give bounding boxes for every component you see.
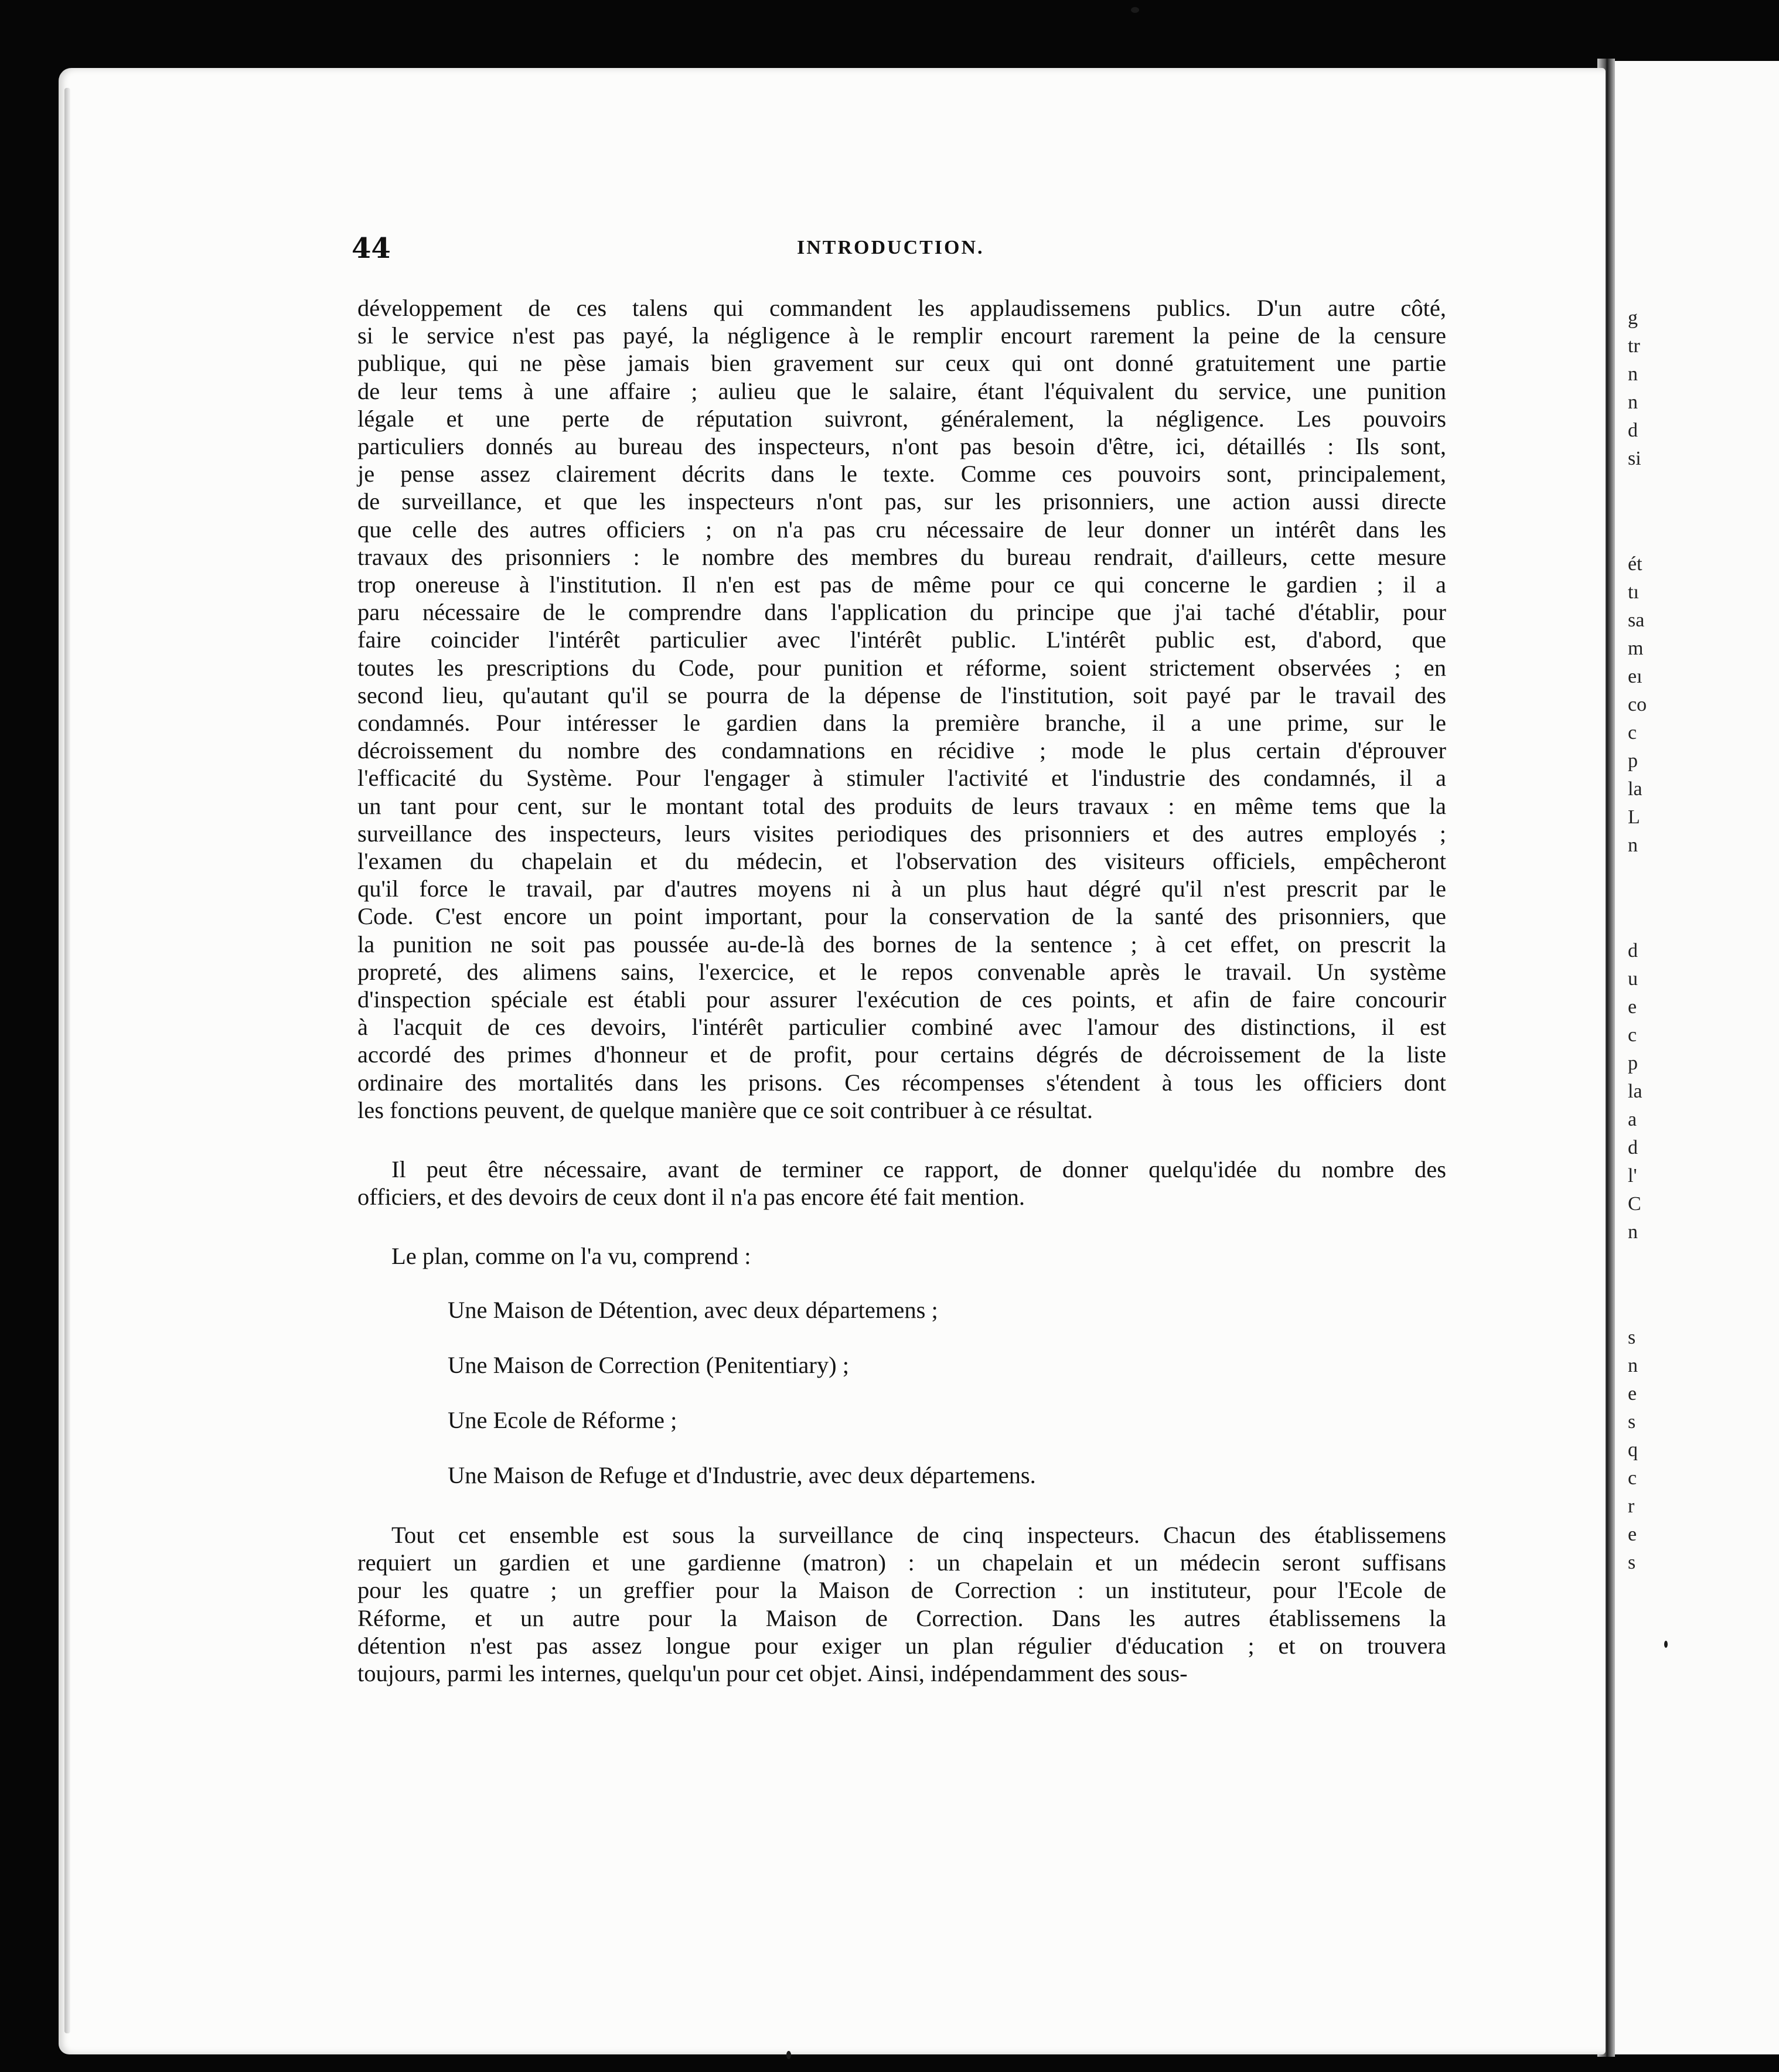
facing-page-fragment: n [1628,391,1638,413]
page-header [352,232,1441,267]
text-line: requiert un gardien et une gardienne (matron) : un chapelain et un médecin seront suffisans [357,1549,1446,1576]
text-line: second lieu, qu'autant qu'il se pourra de la dépense de l'institution, soit payé par le travail des [357,681,1446,708]
facing-page-fragment: g [1628,307,1638,329]
text-line: toutes les prescriptions du Code, pour punition et réforme, soient strictement observées ; en [357,654,1446,681]
text-line: les fonctions peuvent, de quelque manière que ce soit contribuer à ce résultat. [357,1096,1093,1123]
text-line: de surveillance, et que les inspecteurs n'ont pas, sur les prisonniers, une action aussi directe [357,488,1446,515]
facing-page-fragment: n [1628,363,1638,385]
text-line: surveillance des inspecteurs, leurs visites periodiques des prisonniers et des autres employés ; [357,820,1446,847]
facing-page-fragment: L [1628,806,1640,828]
facing-page-fragment: q [1628,1439,1638,1461]
text-line: d'inspection spéciale est établi pour assurer l'exécution de ces points, et afin de faire concourir [357,986,1446,1013]
facing-page-fragment: s [1628,1552,1636,1573]
plan-intro: Le plan, comme on l'a vu, comprend : [391,1243,751,1269]
facing-page-fragment: eı [1628,666,1642,687]
text-line: accordé des primes d'honneur et de profit, pour certains dégrés de décroissement de la liste [357,1041,1446,1068]
facing-page-fragment: u [1628,968,1638,990]
facing-page-fragment: d [1628,420,1638,441]
scan-speck [786,2051,791,2059]
facing-page-edge [1613,61,1779,2054]
facing-page-fragment: c [1628,722,1637,744]
text-line: développement de ces talens qui commandent les applaudissemens publics. D'un autre côté, [357,295,1446,321]
facing-page-fragment: c [1628,1024,1637,1046]
facing-page-fragment: d [1628,1137,1638,1158]
text-line: Code. C'est encore un point important, pour la conservation de la santé des prisonniers, que [357,903,1446,930]
plan-item: Une Maison de Refuge et d'Industrie, avec deux départemens. [448,1462,1036,1488]
paragraph-3 [357,1521,1446,1687]
text-line: décroissement du nombre des condamnations en récidive ; mode le plus certain d'éprouver [357,737,1446,764]
facing-page-fragment: c [1628,1467,1637,1489]
text-line: propreté, des alimens sains, l'exercice, et le repos convenable après le travail. Un système [357,958,1446,985]
facing-page-fragment: s [1628,1327,1636,1348]
facing-page-fragment: n [1628,834,1638,856]
scan-speck [1664,1641,1668,1648]
facing-page-fragment: tr [1628,335,1640,357]
text-line: de leur tems à une affaire ; aulieu que le salaire, étant l'équivalent du service, une punition [357,377,1446,404]
text-line: condamnés. Pour intéresser le gardien dans la première branche, il a une prime, sur le [357,710,1446,737]
facing-page-fragment: d [1628,940,1638,962]
text-line: la punition ne soit pas poussée au-de-là des bornes de la sentence ; à cet effet, on prescrit la [357,931,1446,957]
page-edge-shadow [64,88,70,2033]
plan-list [448,1296,1036,1516]
text-line: si le service n'est pas payé, la négligence à le remplir encourt rarement la peine de la censure [357,322,1446,349]
text-line: que celle des autres officiers ; on n'a pas cru nécessaire de leur donner un intérêt dans les [357,516,1446,543]
text-line: Il peut être nécessaire, avant de terminer ce rapport, de donner quelqu'idée du nombre des [391,1156,1446,1182]
text-line: toujours, parmi les internes, quelqu'un pour cet objet. Ainsi, indépendamment des sous- [357,1660,1188,1687]
text-line: travaux des prisonniers : le nombre des membres du bureau rendrait, d'ailleurs, cette mesure [357,543,1446,570]
text-line: l'examen du chapelain et du médecin, et l'observation des visiteurs officiels, empêcheront [357,848,1446,875]
facing-page-fragment: la [1628,778,1642,800]
facing-page-fragment: e [1628,1383,1637,1405]
text-line: à l'acquit de ces devoirs, l'intérêt particulier combiné avec l'amour des distinctions, il est [357,1014,1446,1041]
text-line: Réforme, et un autre pour la Maison de Correction. Dans les autres établissemens la [357,1604,1446,1631]
paragraph-1 [357,294,1446,1124]
facing-page-fragment: m [1628,638,1644,659]
text-line: un tant pour cent, sur le montant total des produits de leurs travaux : en même tems que la [357,792,1446,819]
facing-page-fragment: r [1628,1495,1635,1517]
facing-page-fragment: p [1628,750,1638,772]
text-line: qu'il force le travail, par d'autres moyens ni à un plus haut dégré qu'il n'est prescrit par le [357,875,1446,902]
facing-page-fragment: ét [1628,553,1642,575]
facing-page-fragment: l' [1628,1165,1637,1187]
facing-page-fragment: e [1628,996,1637,1018]
facing-page-fragment: n [1628,1355,1638,1376]
text-line: pour les quatre ; un greffier pour la Maison de Correction : un instituteur, pour l'Ecole de [357,1577,1446,1604]
facing-page-fragment: C [1628,1193,1641,1215]
plan-item: Une Maison de Correction (Penitentiary) ; [448,1352,849,1378]
facing-page-fragment: a [1628,1109,1637,1130]
text-line: détention n'est pas assez longue pour exiger un plan régulier d'éducation ; et on trouvera [357,1632,1446,1659]
facing-page-fragment: s [1628,1411,1636,1433]
text-line: faire coincider l'intérêt particulier avec l'intérêt public. L'intérêt public est, d'abord, que [357,626,1446,653]
facing-page-fragment: n [1628,1221,1638,1243]
text-line: paru nécessaire de le comprendre dans l'application du principe que j'ai taché d'établir, pour [357,599,1446,626]
text-line: légale et une perte de réputation suivront, généralement, la négligence. Les pouvoirs [357,405,1446,432]
text-line: je pense assez clairement décrits dans le texte. Comme ces pouvoirs sont, principalement, [357,461,1446,488]
plan-item: Une Maison de Détention, avec deux départemens ; [448,1297,938,1323]
facing-page-fragment: la [1628,1081,1642,1102]
text-line: publique, qui ne pèse jamais bien gravement sur ceux qui ont donné gratuitement une partie [357,350,1446,377]
facing-page-fragment: co [1628,694,1647,715]
text-line: Tout cet ensemble est sous la surveillance de cinq inspecteurs. Chacun des établissemens [391,1522,1446,1548]
running-title: INTRODUCTION. [797,237,984,258]
text-line: trop onereuse à l'institution. Il n'en est pas de même pour ce qui concerne le gardien ; il a [357,571,1446,598]
page-number: 44 [352,232,391,265]
facing-page-fragment: p [1628,1052,1638,1074]
facing-page-fragment: tı [1628,581,1639,603]
facing-page-fragment: e [1628,1524,1637,1545]
paragraph-2 [357,1156,1446,1211]
text-line: officiers, et des devoirs de ceux dont il n'a pas encore été fait mention. [357,1184,1025,1211]
text-line: l'efficacité du Système. Pour l'engager à stimuler l'activité et l'industrie des condamnés, il a [357,765,1446,792]
text-line: ordinaire des mortalités dans les prisons. Ces récompenses s'étendent à tous les officiers dont [357,1069,1446,1096]
plan-item: Une Ecole de Réforme ; [448,1407,677,1433]
text-line: particuliers donnés au bureau des inspecteurs, n'ont pas besoin d'être, ici, détaillés : Ils sont, [357,433,1446,460]
scan-speck [1131,7,1139,13]
facing-page-fragment: sa [1628,609,1645,631]
facing-page-fragment: si [1628,448,1641,469]
